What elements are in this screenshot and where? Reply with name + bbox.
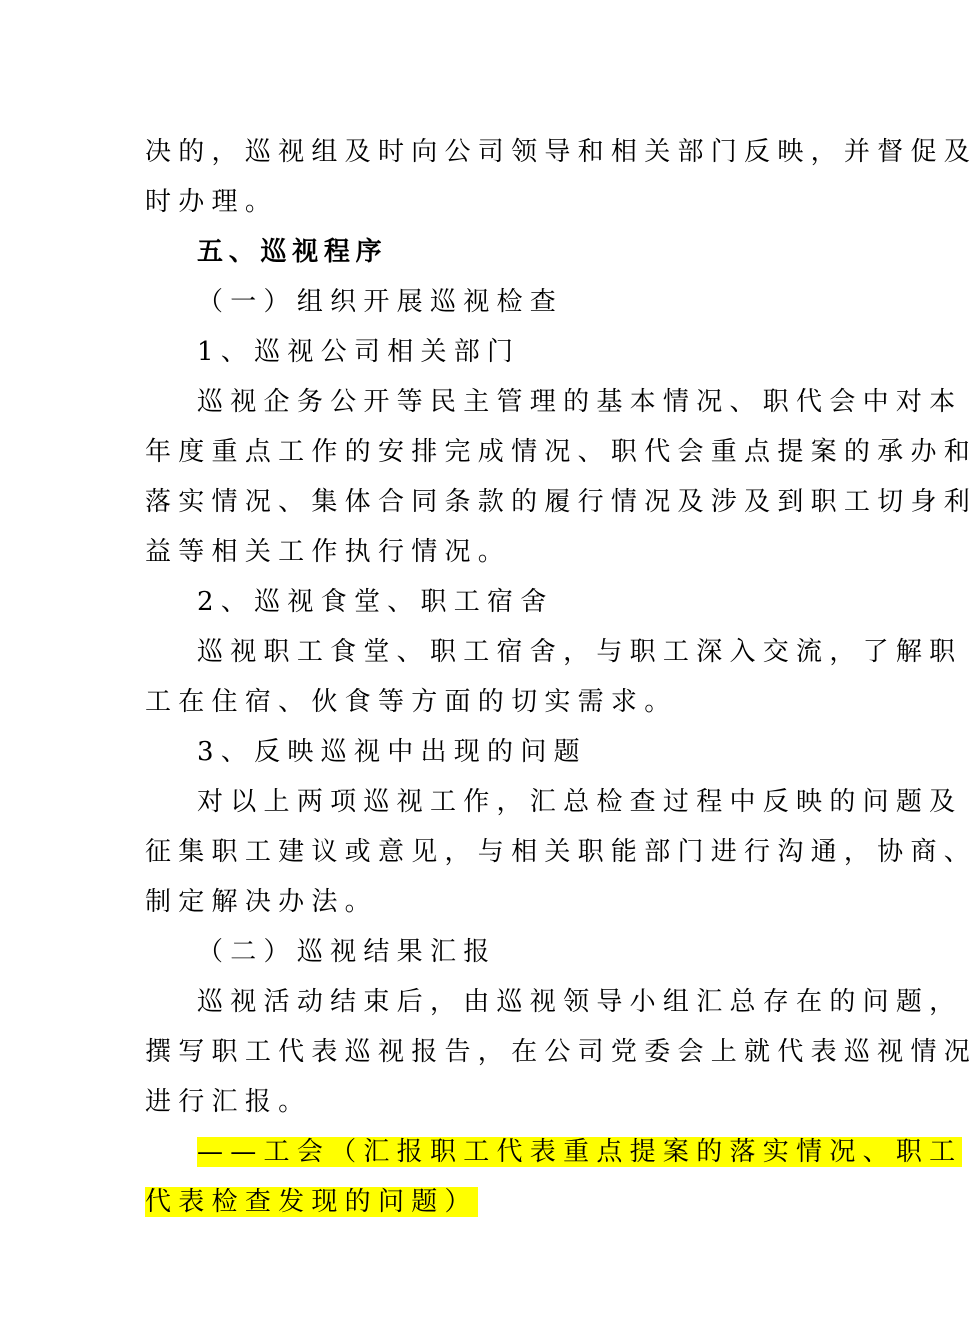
paragraph-line: 制定解决办法。 [145, 887, 378, 917]
document-body [145, 127, 977, 1227]
highlighted-text: 代表检查发现的问题） [145, 1187, 478, 1217]
item-heading: 1、巡视公司相关部门 [197, 337, 521, 367]
section-heading: 五、巡视程序 [197, 237, 388, 267]
highlighted-line [145, 1177, 809, 1227]
item-heading: 3、反映巡视中出现的问题 [197, 737, 587, 767]
paragraph-line: 益等相关工作执行情况。 [145, 537, 512, 567]
subsection-heading: （二）巡视结果汇报 [197, 937, 497, 967]
paragraph-line: 巡视企务公开等民主管理的基本情况、职代会中对本 [197, 387, 963, 417]
paragraph-line: 进行汇报。 [145, 1087, 312, 1117]
paragraph-line: 工在住宿、伙食等方面的切实需求。 [145, 687, 678, 717]
paragraph-line: 巡视活动结束后，由巡视领导小组汇总存在的问题， [197, 987, 963, 1017]
item-heading: 2、巡视食堂、职工宿舍 [197, 587, 554, 617]
paragraph-line: 征集职工建议或意见，与相关职能部门进行沟通，协商、 [145, 837, 977, 867]
paragraph-line: 年度重点工作的安排完成情况、职代会重点提案的承办和 [145, 437, 977, 467]
paragraph-line: 决的，巡视组及时向公司领导和相关部门反映，并督促及 [145, 137, 977, 167]
paragraph-line: 巡视职工食堂、职工宿舍，与职工深入交流，了解职 [197, 637, 963, 667]
highlighted-line [145, 1127, 963, 1177]
paragraph-line: 撰写职工代表巡视报告，在公司党委会上就代表巡视情况 [145, 1037, 977, 1067]
subsection-heading: （一）组织开展巡视检查 [197, 287, 564, 317]
paragraph-line: 对以上两项巡视工作，汇总检查过程中反映的问题及 [197, 787, 963, 817]
paragraph-line: 时办理。 [145, 187, 279, 217]
paragraph-line: 落实情况、集体合同条款的履行情况及涉及到职工切身利 [145, 487, 977, 517]
highlighted-text: ——工会（汇报职工代表重点提案的落实情况、职工 [197, 1137, 963, 1167]
